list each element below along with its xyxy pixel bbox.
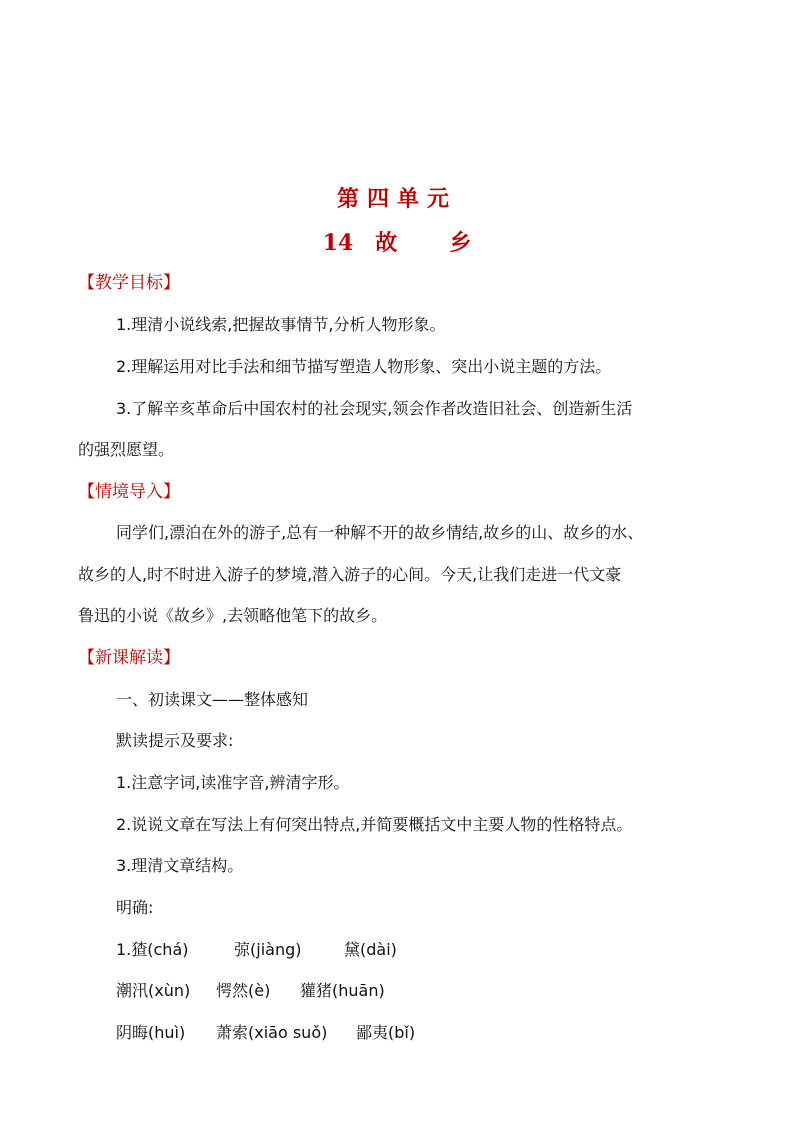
vocab-item: 黛(dài) [344,940,397,959]
intro-line-2: 故乡的人,时不时进入游子的梦境,潜入游子的心间。今天,让我们走进一代文豪 [78,565,622,584]
requirement-1: 1.注意字词,读准字音,辨清字形。 [116,773,350,792]
lesson-part-1: 一、初读课文——整体感知 [116,690,309,709]
vocab-item: 愕然(è) [216,981,271,1000]
clarify-label: 明确: [116,898,154,917]
intro-line-1: 同学们,漂泊在外的游子,总有一种解不开的故乡情结,故乡的山、故乡的水、 [116,523,644,542]
unit-title: 第四单元 [336,186,457,212]
vocab-item: 鄙夷(bǐ) [356,1023,416,1042]
vocab-row-1 [116,936,397,964]
vocab-item: 獾猪(huān) [300,981,385,1000]
goal-item-3-line-2: 的强烈愿望。 [78,440,175,459]
vocab-item: 萧索(xiāo suǒ) [216,1023,328,1042]
requirement-2: 2.说说文章在写法上有何突出特点,并简要概括文中主要人物的性格特点。 [116,815,633,834]
lesson-title-char-2: 乡 [449,230,472,256]
lesson-number: 14 [322,230,354,256]
intro-line-3: 鲁迅的小说《故乡》,去领略他笔下的故乡。 [78,606,388,625]
goal-item-3-line-1: 3.了解辛亥革命后中国农村的社会现实,领会作者改造旧社会、创造新生活 [116,399,633,418]
goal-item-2: 2.理解运用对比手法和细节描写塑造人物形象、突出小说主题的方法。 [116,357,612,376]
vocab-row-3 [116,1019,415,1047]
vocab-item: 弶(jiàng) [234,940,302,959]
vocab-item: 潮汛(xùn) [116,981,191,1000]
lesson-title-char-1: 故 [375,230,398,256]
section-heading-intro: 【情境导入】 [78,482,180,502]
lesson-title [0,228,794,258]
vocab-row-2 [116,977,385,1005]
vocab-item: 1.猹(chá) [116,940,189,959]
requirement-3: 3.理清文章结构。 [116,856,244,875]
lesson-prompt: 默读提示及要求: [116,731,234,750]
goal-item-1: 1.理清小说线索,把握故事情节,分析人物形象。 [116,315,446,334]
section-heading-goals: 【教学目标】 [78,273,180,293]
section-heading-new-lesson: 【新课解读】 [78,648,180,668]
vocab-item: 阴晦(huì) [116,1023,186,1042]
